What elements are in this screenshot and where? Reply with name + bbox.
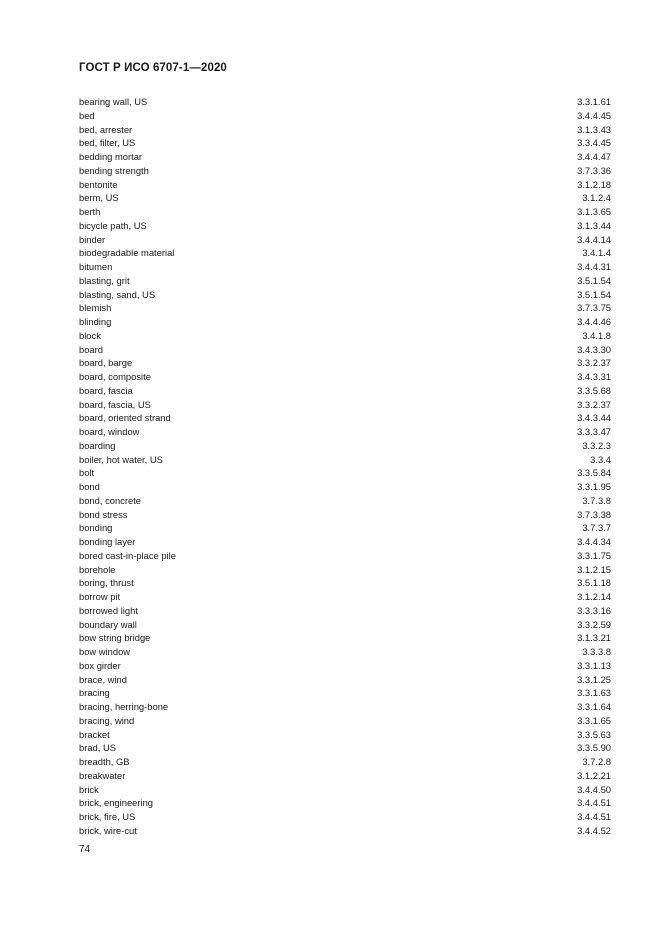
index-entry bbox=[79, 494, 611, 508]
index-term: borehole bbox=[79, 563, 116, 575]
index-entry bbox=[79, 260, 611, 274]
index-entry bbox=[79, 439, 611, 453]
index-ref: 3.7.3.8 bbox=[582, 494, 611, 506]
index-term: board, fascia, US bbox=[79, 398, 151, 410]
index-term: biodegradable material bbox=[79, 247, 175, 259]
index-term: bracing, wind bbox=[79, 714, 135, 726]
index-entry bbox=[79, 810, 611, 824]
index-ref: 3.3.2.3 bbox=[582, 439, 611, 451]
index-term: bond bbox=[79, 481, 100, 492]
index-entry bbox=[79, 191, 611, 205]
index-term: bicycle path, US bbox=[79, 219, 147, 231]
index-ref: 3.7.3.75 bbox=[577, 302, 611, 314]
index-ref: 3.5.1.54 bbox=[577, 274, 611, 286]
index-ref: 3.3.2.37 bbox=[577, 357, 611, 369]
index-entry bbox=[79, 480, 611, 494]
index-entry bbox=[79, 796, 611, 810]
index-ref: 3.1.2.15 bbox=[577, 563, 611, 575]
index-entry bbox=[79, 535, 611, 549]
index-term: brick, fire, US bbox=[79, 811, 136, 822]
index-entry bbox=[79, 755, 611, 769]
index-entry bbox=[79, 288, 611, 302]
index-term: board bbox=[79, 343, 103, 355]
index-ref: 3.3.2.59 bbox=[577, 618, 611, 630]
index-entry bbox=[79, 645, 611, 659]
index-entry bbox=[79, 425, 611, 439]
index-entry bbox=[79, 604, 611, 618]
index-entry bbox=[79, 700, 611, 714]
index-term: breadth, GB bbox=[79, 756, 130, 767]
index-ref: 3.3.1.61 bbox=[577, 96, 611, 107]
index-term: bow window bbox=[79, 646, 131, 657]
index-entry bbox=[79, 150, 611, 164]
index-ref: 3.1.2.18 bbox=[577, 178, 611, 190]
index-entry bbox=[79, 384, 611, 398]
index-entry bbox=[79, 109, 611, 123]
index-ref: 3.3.1.13 bbox=[577, 659, 611, 671]
index-ref: 3.4.4.46 bbox=[577, 316, 611, 327]
index-ref: 3.4.4.45 bbox=[577, 109, 611, 121]
index-term: bracing bbox=[79, 687, 110, 699]
index-term: boring, thrust bbox=[79, 577, 134, 589]
index-entry bbox=[79, 714, 611, 728]
index-entry bbox=[79, 563, 611, 577]
index-list bbox=[79, 95, 611, 838]
index-ref: 3.4.3.44 bbox=[577, 412, 611, 424]
index-ref: 3.1.2.4 bbox=[582, 192, 611, 204]
index-term: bolt bbox=[79, 467, 95, 479]
index-ref: 3.1.3.43 bbox=[577, 123, 611, 135]
index-term: bentonite bbox=[79, 178, 118, 190]
index-term: binder bbox=[79, 233, 106, 245]
index-entry bbox=[79, 370, 611, 384]
index-ref: 3.3.1.63 bbox=[577, 687, 611, 699]
index-ref: 3.7.3.38 bbox=[577, 508, 611, 520]
index-term: board, barge bbox=[79, 357, 133, 369]
index-ref: 3.3.5.84 bbox=[577, 467, 611, 479]
index-entry bbox=[79, 246, 611, 260]
index-entry bbox=[79, 164, 611, 178]
index-ref: 3.1.2.21 bbox=[577, 769, 611, 781]
index-ref: 3.4.4.31 bbox=[577, 261, 611, 272]
index-entry bbox=[79, 453, 611, 467]
index-ref: 3.3.4.45 bbox=[577, 137, 611, 149]
index-entry bbox=[79, 398, 611, 412]
index-entry bbox=[79, 274, 611, 288]
index-ref: 3.3.2.37 bbox=[577, 398, 611, 410]
index-ref: 3.3.1.25 bbox=[577, 673, 611, 685]
index-entry bbox=[79, 769, 611, 783]
index-ref: 3.4.1.8 bbox=[582, 329, 611, 341]
index-ref: 3.7.3.36 bbox=[577, 164, 611, 176]
index-term: blemish bbox=[79, 302, 112, 314]
index-term: bearing wall, US bbox=[79, 96, 148, 107]
index-ref: 3.3.1.64 bbox=[577, 701, 611, 712]
index-ref: 3.3.1.75 bbox=[577, 549, 611, 561]
index-entry bbox=[79, 219, 611, 233]
index-ref: 3.4.3.30 bbox=[577, 343, 611, 355]
index-entry bbox=[79, 411, 611, 425]
index-entry bbox=[79, 576, 611, 590]
index-term: brick bbox=[79, 783, 99, 795]
index-ref: 3.4.3.31 bbox=[577, 371, 611, 382]
index-term: bow string bridge bbox=[79, 632, 151, 644]
index-term: bond, concrete bbox=[79, 494, 142, 506]
index-ref: 3.4.4.14 bbox=[577, 233, 611, 245]
index-term: bitumen bbox=[79, 261, 113, 272]
page-header: ГОСТ Р ИСО 6707-1—2020 bbox=[79, 62, 227, 74]
index-ref: 3.4.4.52 bbox=[577, 824, 611, 836]
index-term: block bbox=[79, 329, 101, 341]
index-term: board, fascia bbox=[79, 384, 133, 396]
index-entry bbox=[79, 205, 611, 219]
index-term: boundary wall bbox=[79, 618, 137, 630]
index-entry bbox=[79, 136, 611, 150]
index-term: breakwater bbox=[79, 769, 126, 781]
index-ref: 3.5.1.54 bbox=[577, 288, 611, 300]
index-term: bedding mortar bbox=[79, 151, 143, 162]
index-entry bbox=[79, 329, 611, 343]
index-term: brace, wind bbox=[79, 673, 127, 685]
index-term: boarding bbox=[79, 439, 116, 451]
index-entry bbox=[79, 123, 611, 137]
index-term: board, oriented strand bbox=[79, 412, 171, 424]
index-term: berth bbox=[79, 206, 101, 217]
index-ref: 3.3.5.63 bbox=[577, 728, 611, 740]
index-ref: 3.7.3.7 bbox=[582, 522, 611, 534]
index-entry bbox=[79, 356, 611, 370]
index-entry bbox=[79, 686, 611, 700]
index-entry bbox=[79, 631, 611, 645]
index-entry bbox=[79, 466, 611, 480]
index-ref: 3.3.3.8 bbox=[582, 646, 611, 657]
index-ref: 3.7.2.8 bbox=[582, 756, 611, 767]
index-term: box girder bbox=[79, 659, 121, 671]
index-entry bbox=[79, 618, 611, 632]
index-term: brick, engineering bbox=[79, 797, 154, 809]
index-term: brick, wire-cut bbox=[79, 824, 137, 836]
index-term: bracket bbox=[79, 728, 110, 740]
index-ref: 3.4.4.34 bbox=[577, 536, 611, 547]
index-ref: 3.3.4 bbox=[590, 453, 611, 465]
index-ref: 3.4.4.50 bbox=[577, 783, 611, 795]
index-entry bbox=[79, 824, 611, 838]
index-entry bbox=[79, 343, 611, 357]
index-term: bed, arrester bbox=[79, 123, 133, 135]
index-term: bonding layer bbox=[79, 536, 136, 547]
index-term: blinding bbox=[79, 316, 112, 327]
index-term: board, composite bbox=[79, 371, 151, 382]
index-term: berm, US bbox=[79, 192, 119, 204]
index-entry bbox=[79, 549, 611, 563]
index-ref: 3.1.3.21 bbox=[577, 632, 611, 644]
index-ref: 3.4.4.51 bbox=[577, 811, 611, 822]
index-term: blasting, grit bbox=[79, 274, 130, 286]
index-entry bbox=[79, 178, 611, 192]
index-ref: 3.3.3.47 bbox=[577, 426, 611, 437]
index-term: bonding bbox=[79, 522, 113, 534]
index-term: blasting, sand, US bbox=[79, 288, 156, 300]
index-ref: 3.4.1.4 bbox=[582, 247, 611, 259]
index-ref: 3.1.2.14 bbox=[577, 591, 611, 602]
index-entry bbox=[79, 95, 611, 109]
index-entry bbox=[79, 659, 611, 673]
index-entry bbox=[79, 673, 611, 687]
index-term: brad, US bbox=[79, 742, 116, 754]
index-term: bending strength bbox=[79, 164, 149, 176]
index-term: bracing, herring-bone bbox=[79, 701, 169, 712]
index-ref: 3.5.1.18 bbox=[577, 577, 611, 589]
index-term: boiler, hot water, US bbox=[79, 453, 163, 465]
index-ref: 3.4.4.51 bbox=[577, 797, 611, 809]
index-entry bbox=[79, 521, 611, 535]
index-entry bbox=[79, 301, 611, 315]
index-term: board, window bbox=[79, 426, 140, 437]
index-entry bbox=[79, 315, 611, 329]
index-ref: 3.3.3.16 bbox=[577, 604, 611, 616]
page-number: 74 bbox=[79, 844, 91, 855]
index-ref: 3.3.5.68 bbox=[577, 384, 611, 396]
index-entry bbox=[79, 783, 611, 797]
index-ref: 3.1.3.65 bbox=[577, 206, 611, 217]
index-term: borrowed light bbox=[79, 604, 138, 616]
index-term: borrow pit bbox=[79, 591, 121, 602]
index-ref: 3.1.3.44 bbox=[577, 219, 611, 231]
index-ref: 3.3.5.90 bbox=[577, 742, 611, 754]
index-entry bbox=[79, 590, 611, 604]
index-term: bored cast-in-place pile bbox=[79, 549, 176, 561]
index-ref: 3.3.1.65 bbox=[577, 714, 611, 726]
index-term: bed, filter, US bbox=[79, 137, 136, 149]
index-entry bbox=[79, 508, 611, 522]
index-term: bed bbox=[79, 109, 95, 121]
index-entry bbox=[79, 728, 611, 742]
index-entry bbox=[79, 233, 611, 247]
index-term: bond stress bbox=[79, 508, 128, 520]
index-ref: 3.3.1.95 bbox=[577, 481, 611, 492]
index-entry bbox=[79, 741, 611, 755]
index-ref: 3.4.4.47 bbox=[577, 151, 611, 162]
